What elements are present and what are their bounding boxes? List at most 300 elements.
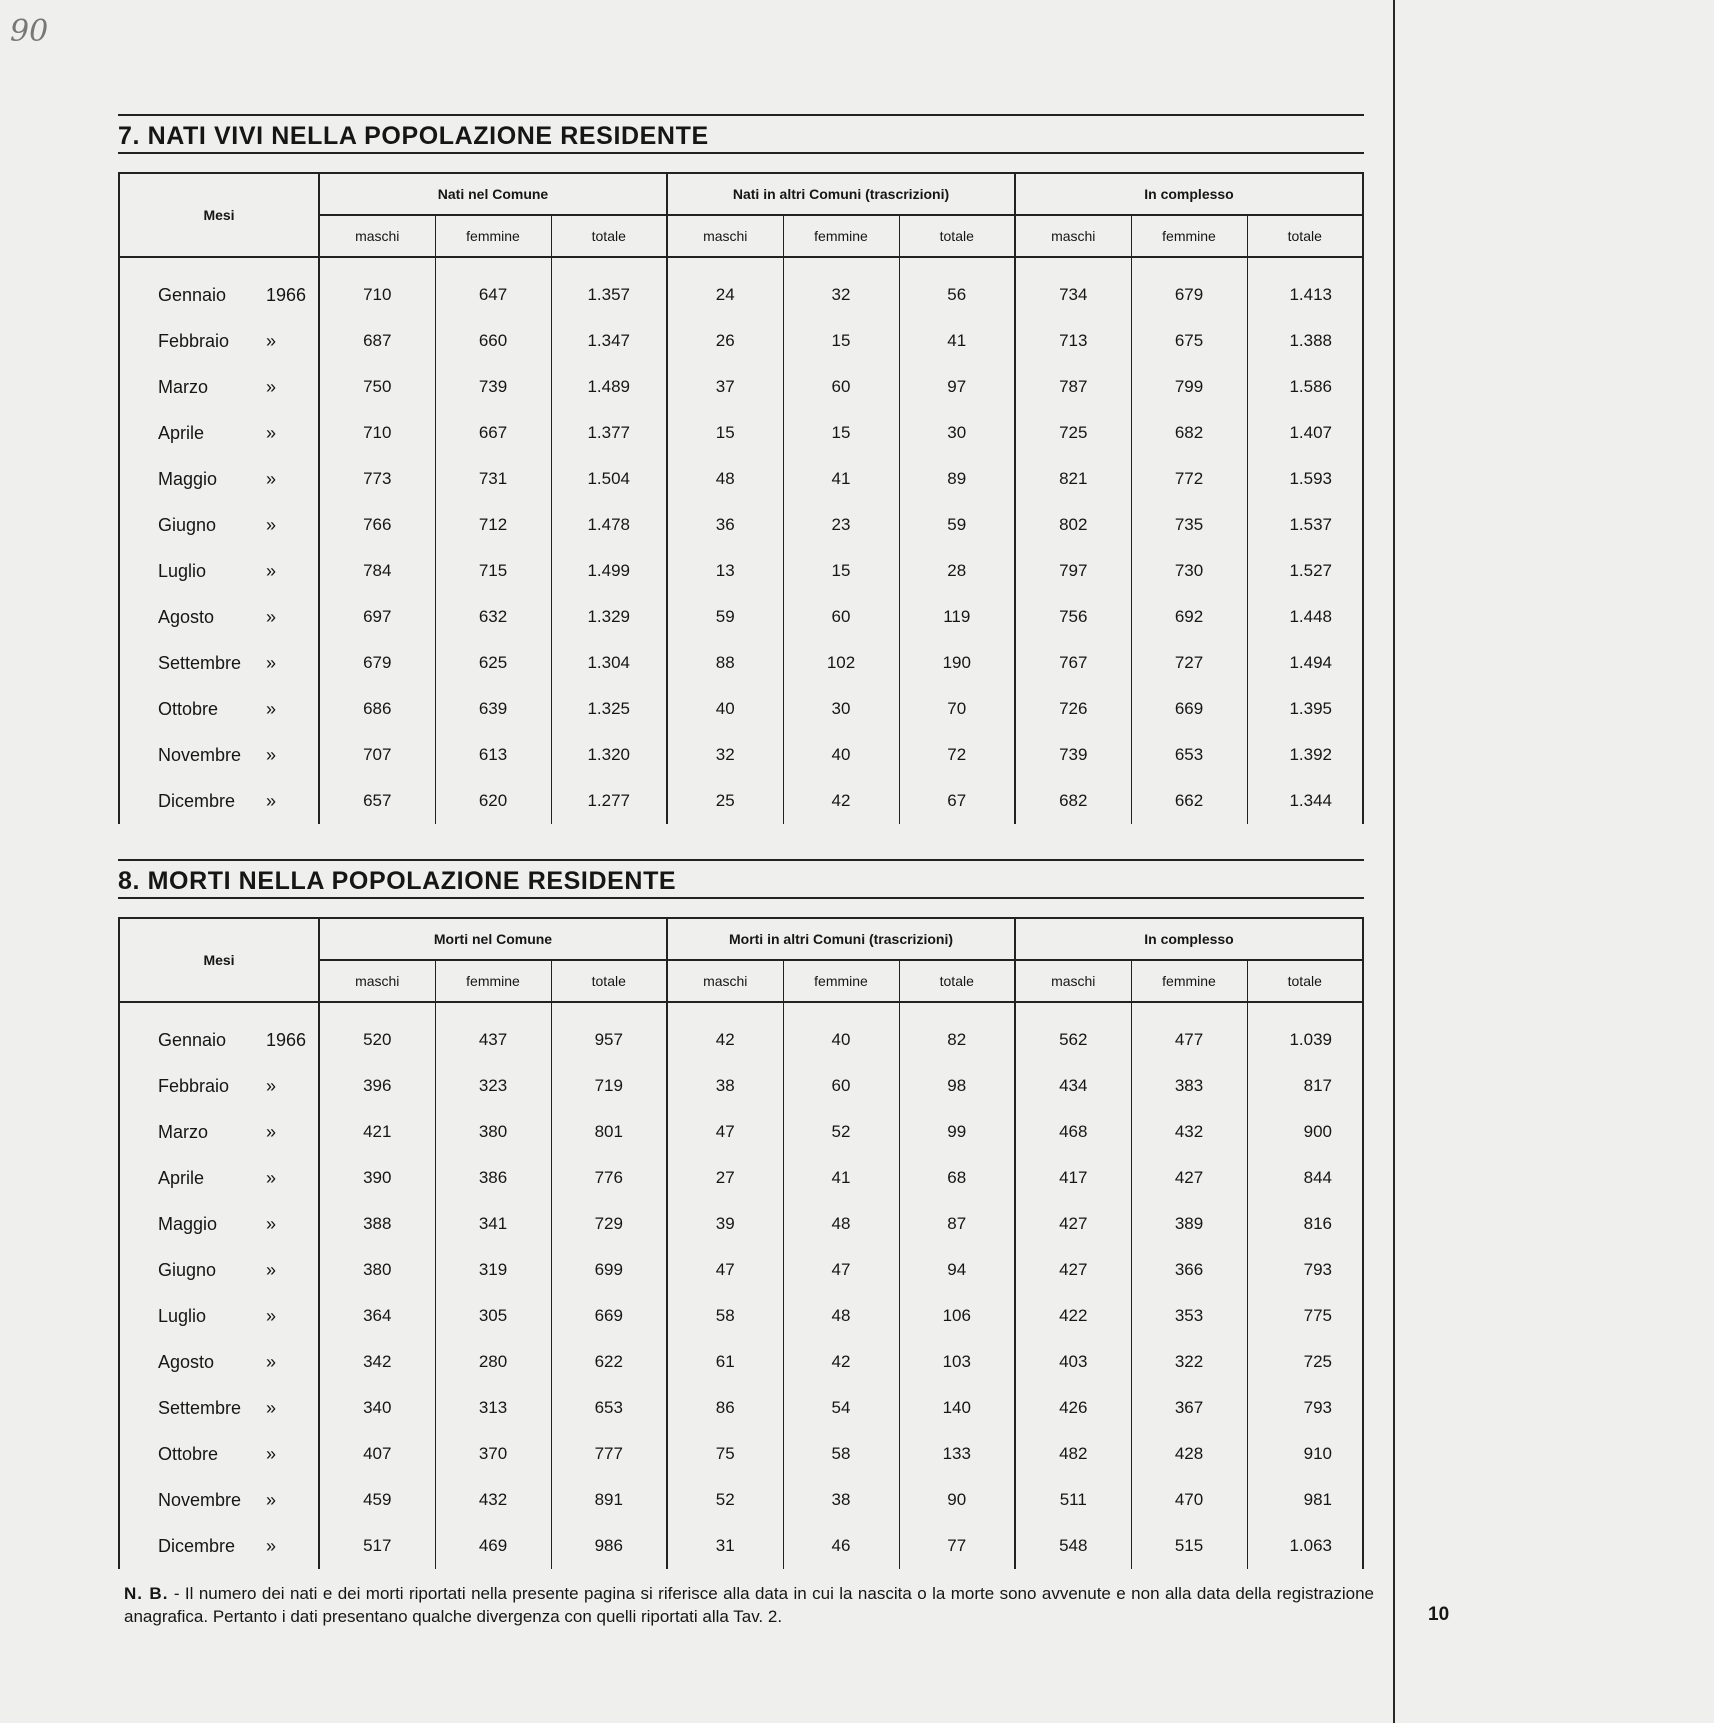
value-cell: 1.344	[1289, 791, 1332, 810]
value-cell: 667	[435, 410, 551, 456]
month-year: »	[266, 560, 277, 581]
value-cell: 1.413	[1289, 285, 1332, 304]
value-cell: 41	[899, 318, 1015, 364]
value-cell: 1.586	[1289, 377, 1332, 396]
value-cell: 734	[1015, 257, 1131, 318]
value-cell: 59	[899, 502, 1015, 548]
subcol-header: femmine	[1131, 960, 1247, 1002]
value-cell: 353	[1131, 1293, 1247, 1339]
value-cell: 682	[1131, 410, 1247, 456]
month-year: »	[266, 330, 277, 351]
subcol-header: maschi	[1015, 960, 1131, 1002]
value-cell: 844	[1303, 1168, 1332, 1187]
month-year: »	[266, 1489, 277, 1510]
value-cell: 36	[667, 502, 783, 548]
value-cell: 366	[1131, 1247, 1247, 1293]
value-cell: 1.388	[1289, 331, 1332, 350]
table-row	[119, 1339, 1363, 1385]
month-year: »	[266, 1351, 277, 1372]
month-cell	[119, 1477, 319, 1523]
month-name: Agosto	[158, 1351, 215, 1372]
value-cell: 319	[435, 1247, 551, 1293]
month-year: 1966	[266, 284, 307, 305]
page-spine-divider	[1393, 0, 1395, 1723]
value-cell: 910	[1303, 1444, 1332, 1463]
value-cell: 370	[435, 1431, 551, 1477]
value-cell: 891	[551, 1477, 667, 1523]
value-cell: 767	[1015, 640, 1131, 686]
subcol-header: maschi	[1015, 215, 1131, 257]
value-cell: 70	[899, 686, 1015, 732]
table-row	[119, 640, 1363, 686]
month-year: »	[266, 652, 277, 673]
month-name: Gennaio	[158, 1029, 227, 1050]
section-deaths	[118, 859, 1364, 1569]
value-cell: 41	[783, 1155, 899, 1201]
subcol-header: totale	[551, 215, 667, 257]
value-cell: 48	[783, 1201, 899, 1247]
value-cell: 981	[1303, 1490, 1332, 1509]
value-cell: 47	[667, 1109, 783, 1155]
value-cell: 548	[1015, 1523, 1131, 1569]
month-name: Gennaio	[158, 284, 227, 305]
value-cell: 1.527	[1289, 561, 1332, 580]
table-row	[119, 1293, 1363, 1339]
value-cell: 739	[435, 364, 551, 410]
value-cell: 82	[899, 1002, 1015, 1063]
value-cell: 323	[435, 1063, 551, 1109]
month-name: Novembre	[158, 744, 242, 765]
value-cell: 1.478	[551, 502, 667, 548]
value-cell: 421	[319, 1109, 435, 1155]
value-cell: 669	[551, 1293, 667, 1339]
month-name: Maggio	[158, 468, 218, 489]
value-cell: 437	[435, 1002, 551, 1063]
month-cell	[119, 1293, 319, 1339]
month-name: Aprile	[158, 1167, 205, 1188]
value-cell: 60	[783, 364, 899, 410]
value-cell: 15	[783, 410, 899, 456]
month-name: Aprile	[158, 422, 205, 443]
month-name: Febbraio	[158, 330, 230, 351]
month-cell	[119, 1339, 319, 1385]
value-cell: 89	[899, 456, 1015, 502]
value-cell: 40	[783, 732, 899, 778]
value-cell: 41	[783, 456, 899, 502]
value-cell: 427	[1015, 1247, 1131, 1293]
value-cell: 390	[319, 1155, 435, 1201]
value-cell: 1.063	[1289, 1536, 1332, 1555]
value-cell: 686	[319, 686, 435, 732]
value-cell: 61	[667, 1339, 783, 1385]
table-row	[119, 1247, 1363, 1293]
group-header: In complesso	[1015, 918, 1363, 960]
footnote	[124, 1582, 1374, 1628]
value-cell: 380	[435, 1109, 551, 1155]
section-births	[118, 114, 1364, 824]
value-cell: 1.357	[551, 257, 667, 318]
value-cell: 784	[319, 548, 435, 594]
value-cell: 42	[783, 1339, 899, 1385]
value-cell: 459	[319, 1477, 435, 1523]
month-year: »	[266, 468, 277, 489]
month-year: »	[266, 1121, 277, 1142]
month-cell	[119, 410, 319, 456]
value-cell: 710	[319, 410, 435, 456]
month-cell	[119, 594, 319, 640]
table-row	[119, 1155, 1363, 1201]
value-cell: 37	[667, 364, 783, 410]
subcol-header: femmine	[1131, 215, 1247, 257]
month-name: Marzo	[158, 376, 209, 397]
month-name: Febbraio	[158, 1075, 230, 1096]
value-cell: 669	[1131, 686, 1247, 732]
value-cell: 48	[667, 456, 783, 502]
value-cell: 647	[435, 257, 551, 318]
month-year: »	[266, 698, 277, 719]
value-cell: 793	[1303, 1260, 1332, 1279]
group-header: Nati in altri Comuni (trascrizioni)	[667, 173, 1015, 215]
group-header: Nati nel Comune	[319, 173, 667, 215]
subcol-header: femmine	[435, 960, 551, 1002]
month-year: »	[266, 376, 277, 397]
value-cell: 1.504	[551, 456, 667, 502]
value-cell: 470	[1131, 1477, 1247, 1523]
month-cell	[119, 1109, 319, 1155]
table-row	[119, 548, 1363, 594]
value-cell: 731	[435, 456, 551, 502]
month-year: 1966	[266, 1029, 307, 1050]
value-cell: 380	[319, 1247, 435, 1293]
month-year: »	[266, 1259, 277, 1280]
value-cell: 52	[667, 1477, 783, 1523]
value-cell: 56	[899, 257, 1015, 318]
value-cell: 660	[435, 318, 551, 364]
table-row	[119, 456, 1363, 502]
value-cell: 986	[551, 1523, 667, 1569]
subcol-header: totale	[551, 960, 667, 1002]
value-cell: 515	[1131, 1523, 1247, 1569]
subcol-header: totale	[899, 960, 1015, 1002]
table-row	[119, 502, 1363, 548]
month-cell	[119, 640, 319, 686]
value-cell: 662	[1131, 778, 1247, 824]
value-cell: 58	[667, 1293, 783, 1339]
subcol-header: femmine	[435, 215, 551, 257]
value-cell: 88	[667, 640, 783, 686]
value-cell: 1.499	[551, 548, 667, 594]
value-cell: 562	[1015, 1002, 1131, 1063]
value-cell: 342	[319, 1339, 435, 1385]
value-cell: 434	[1015, 1063, 1131, 1109]
page-number: 10	[1428, 1604, 1450, 1625]
value-cell: 98	[899, 1063, 1015, 1109]
value-cell: 68	[899, 1155, 1015, 1201]
value-cell: 468	[1015, 1109, 1131, 1155]
value-cell: 40	[667, 686, 783, 732]
value-cell: 766	[319, 502, 435, 548]
value-cell: 511	[1015, 1477, 1131, 1523]
value-cell: 756	[1015, 594, 1131, 640]
value-cell: 388	[319, 1201, 435, 1247]
subcol-header: maschi	[319, 215, 435, 257]
value-cell: 707	[319, 732, 435, 778]
value-cell: 613	[435, 732, 551, 778]
table-row	[119, 686, 1363, 732]
births-table	[118, 172, 1364, 824]
subcol-header: femmine	[783, 215, 899, 257]
value-cell: 625	[435, 640, 551, 686]
value-cell: 47	[667, 1247, 783, 1293]
value-cell: 1.395	[1289, 699, 1332, 718]
value-cell: 417	[1015, 1155, 1131, 1201]
value-cell: 697	[319, 594, 435, 640]
table-row	[119, 257, 1363, 318]
births-table-body	[119, 257, 1363, 824]
value-cell: 1.320	[551, 732, 667, 778]
value-cell: 38	[667, 1063, 783, 1109]
month-cell	[119, 548, 319, 594]
value-cell: 24	[667, 257, 783, 318]
subcol-header: maschi	[667, 960, 783, 1002]
month-name: Settembre	[158, 1397, 242, 1418]
month-cell	[119, 1385, 319, 1431]
value-cell: 422	[1015, 1293, 1131, 1339]
month-year: »	[266, 1443, 277, 1464]
group-header: In complesso	[1015, 173, 1363, 215]
value-cell: 1.448	[1289, 607, 1332, 626]
table-row	[119, 594, 1363, 640]
table-row	[119, 1063, 1363, 1109]
value-cell: 679	[1131, 257, 1247, 318]
value-cell: 60	[783, 594, 899, 640]
month-name: Novembre	[158, 1489, 242, 1510]
table-row	[119, 778, 1363, 824]
value-cell: 32	[783, 257, 899, 318]
value-cell: 341	[435, 1201, 551, 1247]
footnote-text: - Il numero dei nati e dei morti riportati nella presente pagina si riferisce alla data in cui la nascita o la morte sono avvenute e non alla data della registrazione anagrafica. Pertanto i dati presentano qualche divergenza con quelli riportati alla Tav. 2.	[124, 1584, 1374, 1626]
month-cell	[119, 502, 319, 548]
value-cell: 23	[783, 502, 899, 548]
value-cell: 726	[1015, 686, 1131, 732]
footnote-label: N. B.	[124, 1584, 169, 1603]
value-cell: 725	[1015, 410, 1131, 456]
value-cell: 102	[783, 640, 899, 686]
value-cell: 1.325	[551, 686, 667, 732]
value-cell: 776	[551, 1155, 667, 1201]
month-year: »	[266, 1397, 277, 1418]
value-cell: 427	[1131, 1155, 1247, 1201]
month-cell	[119, 1201, 319, 1247]
month-name: Giugno	[158, 1259, 217, 1280]
value-cell: 39	[667, 1201, 783, 1247]
month-cell	[119, 1002, 319, 1063]
month-cell	[119, 778, 319, 824]
value-cell: 520	[319, 1002, 435, 1063]
value-cell: 772	[1131, 456, 1247, 502]
table-row	[119, 1002, 1363, 1063]
value-cell: 133	[899, 1431, 1015, 1477]
value-cell: 48	[783, 1293, 899, 1339]
value-cell: 469	[435, 1523, 551, 1569]
value-cell: 1.407	[1289, 423, 1332, 442]
subcol-header: femmine	[783, 960, 899, 1002]
value-cell: 787	[1015, 364, 1131, 410]
value-cell: 713	[1015, 318, 1131, 364]
section-title: 8. MORTI NELLA POPOLAZIONE RESIDENTE	[118, 859, 1364, 899]
value-cell: 426	[1015, 1385, 1131, 1431]
value-cell: 432	[435, 1477, 551, 1523]
table-row	[119, 1477, 1363, 1523]
table-row	[119, 1431, 1363, 1477]
value-cell: 407	[319, 1431, 435, 1477]
value-cell: 639	[435, 686, 551, 732]
value-cell: 280	[435, 1339, 551, 1385]
value-cell: 386	[435, 1155, 551, 1201]
month-year: »	[266, 1535, 277, 1556]
value-cell: 1.392	[1289, 745, 1332, 764]
value-cell: 739	[1015, 732, 1131, 778]
month-name: Dicembre	[158, 1535, 236, 1556]
section-title: 7. NATI VIVI NELLA POPOLAZIONE RESIDENTE	[118, 114, 1364, 154]
value-cell: 38	[783, 1477, 899, 1523]
month-cell	[119, 1155, 319, 1201]
value-cell: 15	[667, 410, 783, 456]
value-cell: 1.347	[551, 318, 667, 364]
value-cell: 692	[1131, 594, 1247, 640]
value-cell: 30	[783, 686, 899, 732]
value-cell: 90	[899, 1477, 1015, 1523]
value-cell: 59	[667, 594, 783, 640]
value-cell: 40	[783, 1002, 899, 1063]
value-cell: 31	[667, 1523, 783, 1569]
value-cell: 32	[667, 732, 783, 778]
month-name: Marzo	[158, 1121, 209, 1142]
month-cell	[119, 1431, 319, 1477]
month-cell	[119, 732, 319, 778]
table-row	[119, 1385, 1363, 1431]
table-row	[119, 410, 1363, 456]
value-cell: 340	[319, 1385, 435, 1431]
table-row	[119, 364, 1363, 410]
subcol-header: totale	[1247, 215, 1363, 257]
value-cell: 1.304	[551, 640, 667, 686]
value-cell: 793	[1303, 1398, 1332, 1417]
value-cell: 15	[783, 548, 899, 594]
month-year: »	[266, 1213, 277, 1234]
value-cell: 1.039	[1289, 1030, 1332, 1049]
value-cell: 735	[1131, 502, 1247, 548]
group-header: Morti nel Comune	[319, 918, 667, 960]
value-cell: 140	[899, 1385, 1015, 1431]
value-cell: 799	[1131, 364, 1247, 410]
month-year: »	[266, 1305, 277, 1326]
value-cell: 730	[1131, 548, 1247, 594]
value-cell: 632	[435, 594, 551, 640]
value-cell: 42	[783, 778, 899, 824]
value-cell: 432	[1131, 1109, 1247, 1155]
value-cell: 15	[783, 318, 899, 364]
col-header-mesi: Mesi	[119, 173, 319, 257]
table-row	[119, 318, 1363, 364]
value-cell: 42	[667, 1002, 783, 1063]
table-row	[119, 732, 1363, 778]
value-cell: 30	[899, 410, 1015, 456]
value-cell: 1.377	[551, 410, 667, 456]
value-cell: 679	[319, 640, 435, 686]
value-cell: 27	[667, 1155, 783, 1201]
month-year: »	[266, 422, 277, 443]
value-cell: 817	[1303, 1076, 1332, 1095]
value-cell: 712	[435, 502, 551, 548]
month-year: »	[266, 744, 277, 765]
value-cell: 72	[899, 732, 1015, 778]
subcol-header: totale	[1247, 960, 1363, 1002]
value-cell: 750	[319, 364, 435, 410]
handwritten-page-note: 90	[10, 14, 49, 49]
value-cell: 653	[551, 1385, 667, 1431]
month-cell	[119, 1523, 319, 1569]
subcol-header: maschi	[319, 960, 435, 1002]
value-cell: 620	[435, 778, 551, 824]
value-cell: 517	[319, 1523, 435, 1569]
value-cell: 367	[1131, 1385, 1247, 1431]
value-cell: 75	[667, 1431, 783, 1477]
value-cell: 94	[899, 1247, 1015, 1293]
value-cell: 1.489	[551, 364, 667, 410]
month-cell	[119, 318, 319, 364]
value-cell: 687	[319, 318, 435, 364]
value-cell: 1.537	[1289, 515, 1332, 534]
value-cell: 802	[1015, 502, 1131, 548]
value-cell: 403	[1015, 1339, 1131, 1385]
value-cell: 305	[435, 1293, 551, 1339]
value-cell: 682	[1015, 778, 1131, 824]
value-cell: 86	[667, 1385, 783, 1431]
value-cell: 729	[551, 1201, 667, 1247]
value-cell: 322	[1131, 1339, 1247, 1385]
value-cell: 28	[899, 548, 1015, 594]
value-cell: 477	[1131, 1002, 1247, 1063]
value-cell: 52	[783, 1109, 899, 1155]
month-name: Luglio	[158, 1305, 207, 1326]
month-name: Luglio	[158, 560, 207, 581]
value-cell: 816	[1303, 1214, 1332, 1233]
value-cell: 364	[319, 1293, 435, 1339]
month-name: Settembre	[158, 652, 242, 673]
value-cell: 801	[551, 1109, 667, 1155]
value-cell: 396	[319, 1063, 435, 1109]
value-cell: 58	[783, 1431, 899, 1477]
month-cell	[119, 456, 319, 502]
value-cell: 775	[1303, 1306, 1332, 1325]
month-year: »	[266, 1167, 277, 1188]
value-cell: 428	[1131, 1431, 1247, 1477]
value-cell: 1.494	[1289, 653, 1332, 672]
value-cell: 1.593	[1289, 469, 1332, 488]
value-cell: 77	[899, 1523, 1015, 1569]
value-cell: 773	[319, 456, 435, 502]
month-cell	[119, 364, 319, 410]
value-cell: 900	[1303, 1122, 1332, 1141]
value-cell: 87	[899, 1201, 1015, 1247]
month-cell	[119, 686, 319, 732]
value-cell: 725	[1303, 1352, 1332, 1371]
month-year: »	[266, 790, 277, 811]
value-cell: 46	[783, 1523, 899, 1569]
month-name: Maggio	[158, 1213, 218, 1234]
value-cell: 622	[551, 1339, 667, 1385]
